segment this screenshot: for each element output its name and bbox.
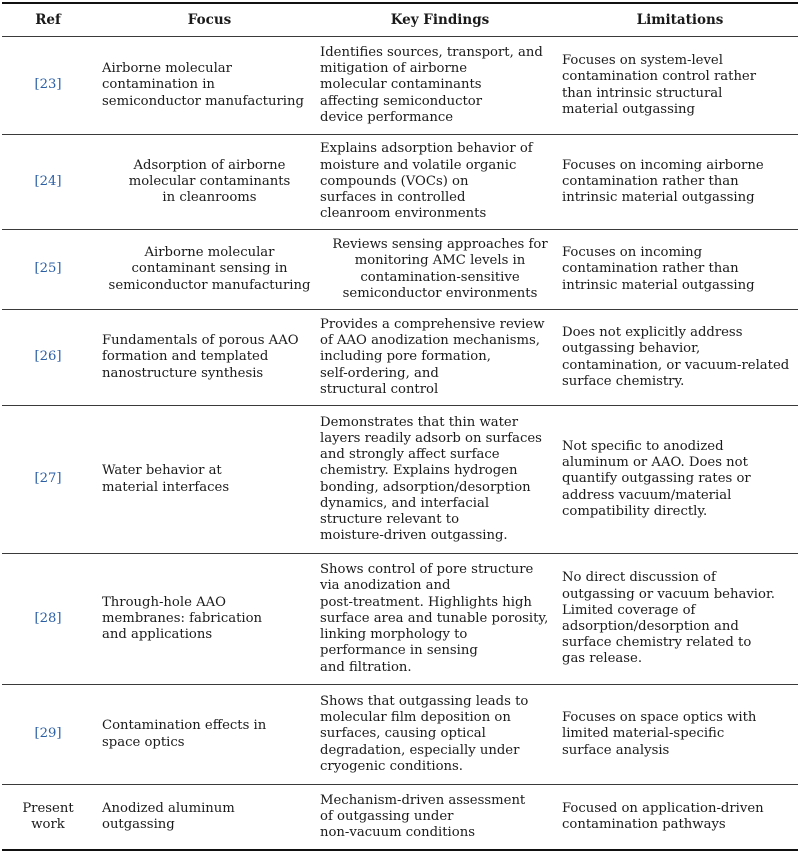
table-row bbox=[2, 553, 798, 684]
limitations-cell: Focuses on space optics with limited material-specific surface analysis bbox=[562, 710, 757, 758]
limitations-cell: Not specific to anodized aluminum or AAO. Does not quantify outgassing rates or address vacuum/material compatibility directly. bbox=[562, 438, 751, 519]
table-row bbox=[2, 309, 798, 405]
table-row bbox=[2, 405, 798, 553]
limitations-cell: Focused on application-driven contamination pathways bbox=[562, 800, 764, 832]
focus-cell: Water behavior at material interfaces bbox=[102, 463, 230, 495]
focus-cell: Fundamentals of porous AAO formation and templated nanostructure synthesis bbox=[102, 333, 299, 381]
focus-cell: Anodized aluminum outgassing bbox=[102, 800, 235, 832]
ref-cell bbox=[2, 310, 94, 405]
ref-cell bbox=[2, 554, 94, 684]
focus-cell: Airborne molecular contaminant sensing in semiconductor manufacturing bbox=[108, 245, 311, 293]
citation-link[interactable]: [27] bbox=[34, 471, 62, 487]
limitations-cell: Focuses on incoming contamination rather than intrinsic material outgassing bbox=[562, 245, 755, 293]
ref-cell bbox=[2, 37, 94, 134]
table-row bbox=[2, 229, 798, 309]
focus-cell: Contamination effects in space optics bbox=[102, 718, 267, 750]
limitations-cell: No direct discussion of outgassing or vacuum behavior. Limited coverage of adsorption/desorption and surface chemistry related to gas release. bbox=[562, 570, 775, 667]
key-findings-cell: Reviews sensing approaches for monitoring AMC levels in contamination-sensitive semiconductor environments bbox=[332, 237, 548, 301]
table-row bbox=[2, 784, 798, 849]
key-findings-cell: Provides a comprehensive review of AAO anodization mechanisms, including pore formation, self-ordering, and structural control bbox=[320, 316, 545, 397]
comparison-table bbox=[2, 2, 798, 851]
present-work-label: Present work bbox=[22, 800, 74, 832]
citation-link[interactable]: [23] bbox=[34, 77, 62, 93]
limitations-cell: Focuses on system-level contamination control rather than intrinsic structural material outgassing bbox=[562, 53, 757, 117]
table-row bbox=[2, 36, 798, 134]
citation-link[interactable]: [29] bbox=[34, 726, 62, 742]
table-bottom-rule bbox=[2, 849, 798, 851]
header-ref: Ref bbox=[35, 11, 61, 28]
ref-cell bbox=[2, 685, 94, 784]
key-findings-cell: Identifies sources, transport, and mitigation of airborne molecular contaminants affecting semiconductor device performance bbox=[320, 44, 543, 125]
ref-cell bbox=[2, 406, 94, 553]
citation-link[interactable]: [25] bbox=[34, 261, 62, 277]
key-findings-cell: Explains adsorption behavior of moisture and volatile organic compounds (VOCs) on surfaces in controlled cleanroom environments bbox=[320, 141, 533, 222]
key-findings-cell: Shows control of pore structure via anodization and post-treatment. Highlights high surface area and tunable porosity, linking morphology to performance in sensing and filtration. bbox=[320, 562, 549, 675]
key-findings-cell: Demonstrates that thin water layers readily adsorb on surfaces and strongly affect surface chemistry. Explains hydrogen bonding, adsorption/desorption dynamics, and interfacial structure relevant to moisture-driven outgassing. bbox=[320, 414, 542, 544]
limitations-cell: Focuses on incoming airborne contamination rather than intrinsic material outgassing bbox=[562, 157, 764, 206]
header-key-findings: Key Findings bbox=[390, 11, 490, 28]
ref-cell bbox=[2, 230, 94, 309]
header-focus: Focus bbox=[187, 11, 232, 28]
key-findings-cell: Shows that outgassing leads to molecular film deposition on surfaces, causing optical degradation, especially under cryogenic conditions. bbox=[320, 693, 529, 774]
ref-cell bbox=[2, 135, 94, 229]
citation-link[interactable]: [26] bbox=[34, 349, 62, 365]
focus-cell: Through-hole AAO membranes: fabrication and applications bbox=[102, 594, 263, 643]
key-findings-cell: Mechanism-driven assessment of outgassing under non-vacuum conditions bbox=[320, 792, 526, 841]
limitations-cell: Does not explicitly address outgassing behavior, contamination, or vacuum-related surface chemistry. bbox=[562, 325, 790, 389]
table-row bbox=[2, 684, 798, 784]
focus-cell: Adsorption of airborne molecular contaminants in cleanrooms bbox=[128, 157, 291, 206]
header-limitations: Limitations bbox=[636, 11, 724, 28]
citation-link[interactable]: [24] bbox=[34, 173, 62, 189]
table-header-row bbox=[2, 4, 798, 36]
ref-cell bbox=[2, 785, 94, 849]
citation-link[interactable]: [28] bbox=[34, 610, 62, 626]
table-row bbox=[2, 134, 798, 229]
focus-cell: Airborne molecular contamination in semiconductor manufacturing bbox=[102, 61, 304, 109]
